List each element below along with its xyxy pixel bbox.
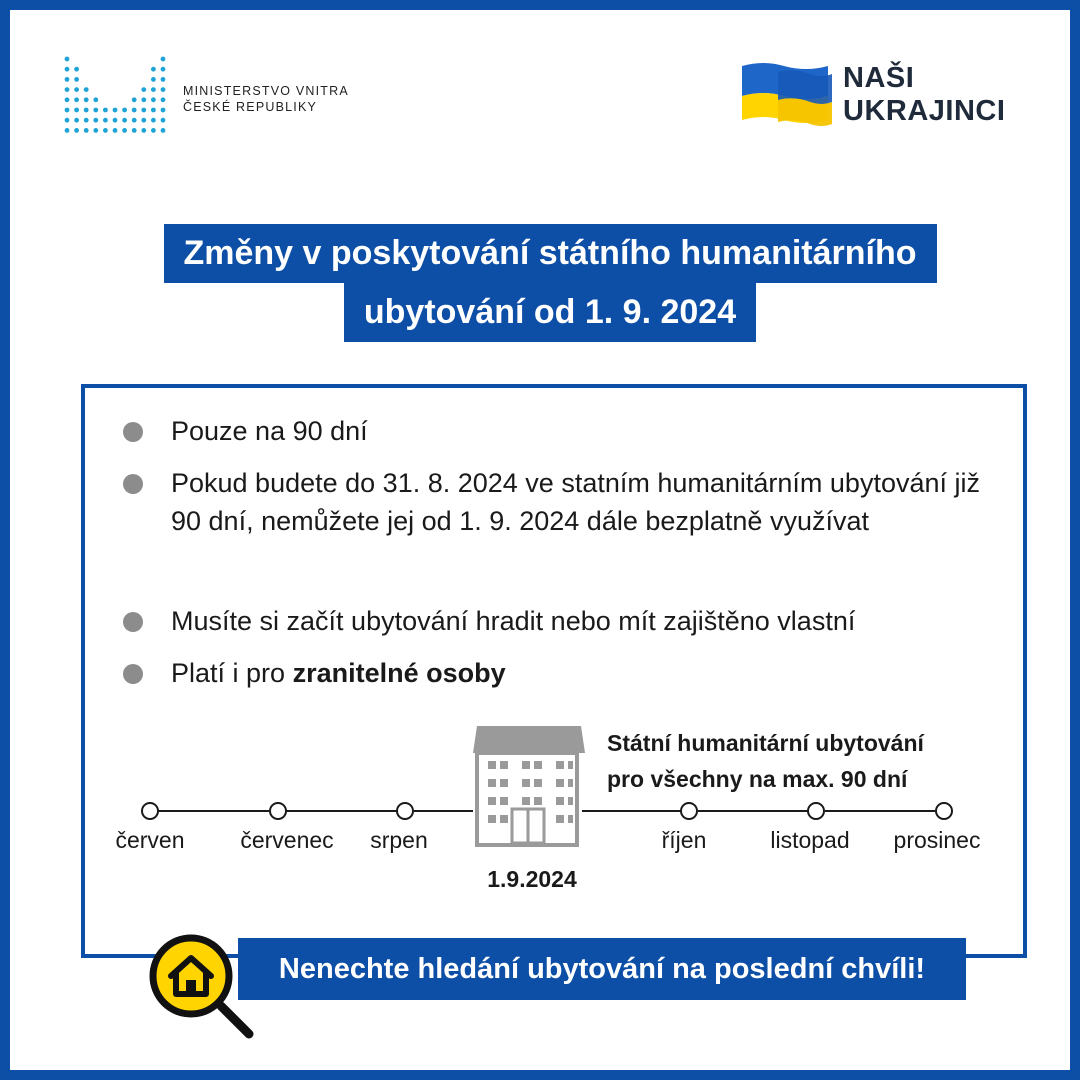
bullet-text-prefix: Platí i pro bbox=[171, 658, 293, 688]
month-label-srpen: srpen bbox=[370, 827, 428, 853]
timeline-description-line2: pro všechny na max. 90 dní bbox=[607, 766, 908, 792]
bullet-text: Musíte si začít ubytování hradit nebo mít zajištěno vlastní bbox=[171, 606, 856, 636]
bullet-text bbox=[171, 654, 1001, 692]
bullet-dot-icon bbox=[123, 474, 143, 494]
bullet-text-bold: zranitelné osoby bbox=[292, 658, 506, 688]
magnifier-house-icon bbox=[143, 928, 259, 1044]
title-line2: ubytování od 1. 9. 2024 bbox=[344, 283, 756, 342]
month-label-rijen: říjen bbox=[661, 827, 707, 853]
ministry-name-line1: MINISTERSTVO VNITRA bbox=[183, 84, 349, 98]
ministry-name-line2: ČESKÉ REPUBLIKY bbox=[183, 100, 318, 114]
bullet-text: Pokud budete do 31. 8. 2024 ve statním humanitárním ubytování již 90 dní, nemůžete jej od 1. 9. 2024 dále bezplatně využívat bbox=[171, 468, 980, 536]
month-label-cerven: červen bbox=[115, 827, 185, 853]
title-line1: Změny v poskytování státního humanitárního bbox=[164, 224, 937, 283]
page-title bbox=[10, 224, 1080, 342]
ministry-logo-icon bbox=[62, 54, 168, 136]
campaign-name-line2: UKRAJINCI bbox=[843, 95, 1006, 127]
ukraine-flag-icon bbox=[738, 58, 834, 130]
timeline-description bbox=[607, 725, 924, 797]
campaign-name bbox=[843, 62, 1005, 128]
timeline-date: 1.9.2024 bbox=[487, 866, 577, 892]
month-label-listopad: listopad bbox=[770, 827, 850, 853]
bullet-dot-icon bbox=[123, 612, 143, 632]
campaign-name-line1: NAŠI bbox=[843, 62, 915, 94]
month-label-cervenec: červenec bbox=[240, 827, 334, 853]
bullet-dot-icon bbox=[123, 664, 143, 684]
timeline-description-line1: Státní humanitární ubytování bbox=[607, 730, 924, 756]
bullet-text: Pouze na 90 dní bbox=[171, 416, 368, 446]
footer-banner: Nenechte hledání ubytování na poslední chvíli! bbox=[238, 938, 966, 1000]
bullet-dot-icon bbox=[123, 422, 143, 442]
month-label-prosinec: prosinec bbox=[893, 827, 981, 853]
ministry-name bbox=[183, 83, 349, 115]
